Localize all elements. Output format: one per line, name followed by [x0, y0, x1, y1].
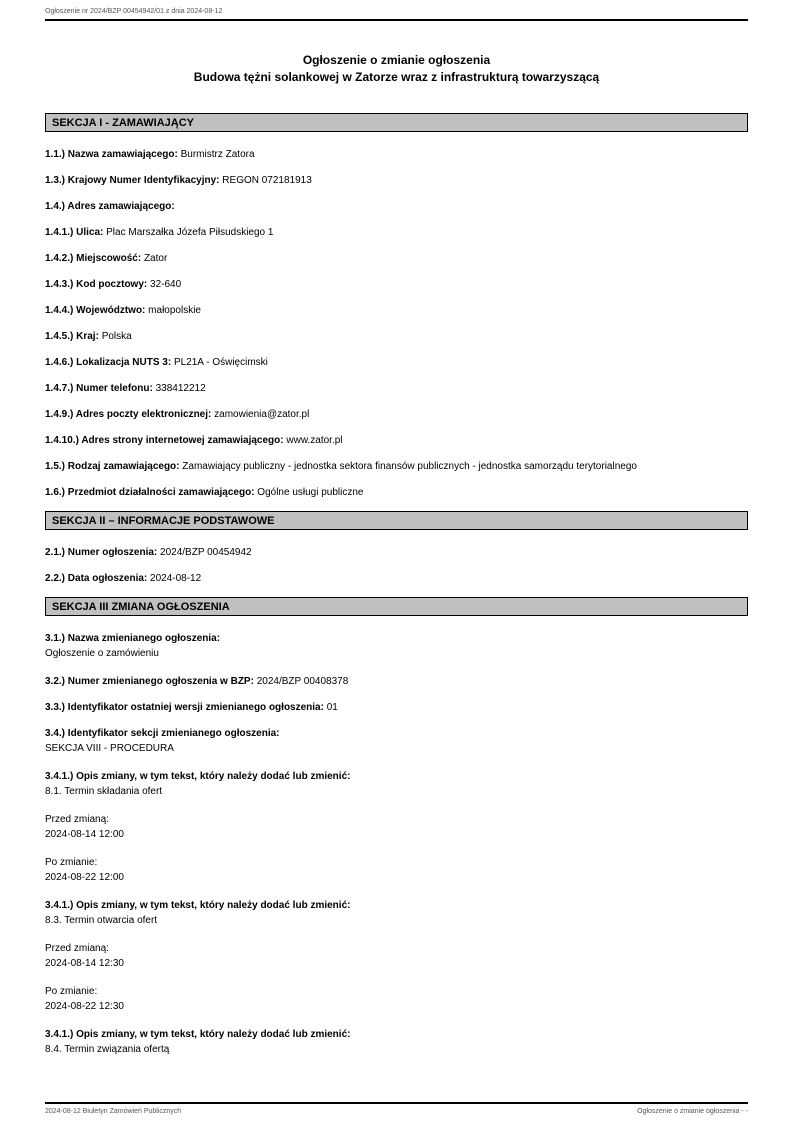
field-row — [45, 459, 710, 474]
before-change-block — [45, 812, 748, 842]
field-label: 1.1.) Nazwa zamawiającego: — [45, 149, 178, 160]
field-row — [45, 571, 748, 586]
field-value: 2024/BZP 00454942 — [160, 547, 252, 558]
change-description-block — [45, 769, 748, 799]
field-value: 8.1. Termin składania ofert — [45, 786, 163, 797]
field-value: Zamawiający publiczny - jednostka sektora finansów publicznych - jednostka samorządu terytorialnego — [182, 461, 637, 472]
field-row — [45, 147, 748, 162]
field-row — [45, 433, 748, 448]
field-label: 1.4.1.) Ulica: — [45, 227, 104, 238]
section-header-zamawiajacy: SEKCJA I - ZAMAWIAJĄCY — [45, 113, 748, 132]
field-row — [45, 726, 748, 756]
before-change-label: Przed zmianą: — [45, 814, 109, 825]
field-label: 3.1.) Nazwa zmienianego ogłoszenia: — [45, 633, 221, 644]
after-change-value: 2024-08-22 12:30 — [45, 1001, 124, 1012]
field-label: 3.4.1.) Opis zmiany, w tym tekst, który należy dodać lub zmienić: — [45, 1029, 351, 1040]
field-label: 1.4.7.) Numer telefonu: — [45, 383, 153, 394]
section-header-informacje-podstawowe: SEKCJA II – INFORMACJE PODSTAWOWE — [45, 511, 748, 530]
field-label: 1.4.9.) Adres poczty elektronicznej: — [45, 409, 212, 420]
field-value: REGON 072181913 — [222, 175, 312, 186]
before-change-value: 2024-08-14 12:30 — [45, 958, 124, 969]
field-row — [45, 251, 748, 266]
announcement-number: Ogłoszenie nr 2024/BZP 00454942/01 z dnia 2024-08-12 — [45, 8, 223, 15]
field-label: 1.4.10.) Adres strony internetowej zamawiającego: — [45, 435, 284, 446]
field-value: 2024/BZP 00408378 — [256, 676, 349, 687]
field-row — [45, 225, 748, 240]
after-change-label: Po zmianie: — [45, 857, 98, 868]
field-label: 1.4.2.) Miejscowość: — [45, 253, 142, 264]
field-label: 1.4.4.) Województwo: — [45, 305, 146, 316]
field-label: 2.2.) Data ogłoszenia: — [45, 573, 148, 584]
field-value: Ogólne usługi publiczne — [257, 487, 364, 498]
document-content — [45, 52, 748, 1070]
field-row — [45, 407, 748, 422]
field-label: 1.4.5.) Kraj: — [45, 331, 99, 342]
field-row — [45, 545, 748, 560]
field-label: 3.2.) Numer zmienianego ogłoszenia w BZP: — [45, 676, 254, 687]
field-label: 2.1.) Numer ogłoszenia: — [45, 547, 158, 558]
field-row — [45, 173, 748, 188]
field-row — [45, 355, 748, 370]
page-header-meta — [45, 8, 748, 21]
field-row — [45, 303, 748, 318]
field-row — [45, 631, 748, 661]
field-value: 01 — [326, 702, 338, 713]
field-label: 1.4.) Adres zamawiającego: — [45, 201, 175, 212]
field-value: Polska — [101, 331, 132, 342]
field-label: 3.4.) Identyfikator sekcji zmienianego ogłoszenia: — [45, 728, 280, 739]
doc-title: Ogłoszenie o zmianie ogłoszenia — [302, 53, 491, 67]
field-value: 2024-08-12 — [150, 573, 202, 584]
field-row — [45, 277, 748, 292]
field-row — [45, 700, 748, 715]
before-change-value: 2024-08-14 12:00 — [45, 829, 124, 840]
field-row — [45, 674, 748, 689]
doc-subtitle: Budowa tężni solankowej w Zatorze wraz z infrastrukturą towarzyszącą — [193, 70, 600, 84]
page-footer — [45, 1102, 748, 1115]
section-header-zmiana-ogloszenia: SEKCJA III ZMIANA OGŁOSZENIA — [45, 597, 748, 616]
field-row — [45, 329, 748, 344]
field-label: 3.3.) Identyfikator ostatniej wersji zmienianego ogłoszenia: — [45, 702, 324, 713]
field-label: 1.3.) Krajowy Numer Identyfikacyjny: — [45, 175, 220, 186]
field-label: 1.4.3.) Kod pocztowy: — [45, 279, 148, 290]
after-change-block — [45, 984, 748, 1014]
field-value: www.zator.pl — [286, 435, 343, 446]
field-row — [45, 381, 748, 396]
field-label: 1.6.) Przedmiot działalności zamawiającego: — [45, 487, 255, 498]
field-row — [45, 199, 748, 214]
change-description-block — [45, 898, 748, 928]
field-value: zamowienia@zator.pl — [214, 409, 310, 420]
after-change-block — [45, 855, 748, 885]
field-value: 8.3. Termin otwarcia ofert — [45, 915, 158, 926]
field-value: Zator — [143, 253, 168, 264]
footer-left: 2024-08-12 Biuletyn Zamówień Publicznych — [45, 1108, 182, 1115]
footer-right: Ogłoszenie o zmianie ogłoszenia - - — [637, 1108, 748, 1115]
field-label: 1.4.6.) Lokalizacja NUTS 3: — [45, 357, 172, 368]
field-label: 3.4.1.) Opis zmiany, w tym tekst, który należy dodać lub zmienić: — [45, 900, 351, 911]
field-row — [45, 485, 748, 500]
field-value: Ogłoszenie o zamówieniu — [45, 648, 159, 659]
field-value: 338412212 — [155, 383, 206, 394]
change-description-block — [45, 1027, 748, 1057]
after-change-label: Po zmianie: — [45, 986, 98, 997]
field-value: Burmistrz Zatora — [180, 149, 255, 160]
field-value: 8.4. Termin związania ofertą — [45, 1044, 170, 1055]
before-change-label: Przed zmianą: — [45, 943, 109, 954]
doc-title-block — [45, 52, 748, 86]
after-change-value: 2024-08-22 12:00 — [45, 872, 124, 883]
field-value: PL21A - Oświęcimski — [173, 357, 268, 368]
field-value: SEKCJA VIII - PROCEDURA — [45, 743, 174, 754]
field-value: małopolskie — [148, 305, 201, 316]
field-value: 32-640 — [150, 279, 182, 290]
before-change-block — [45, 941, 748, 971]
field-value: Plac Marszałka Józefa Piłsudskiego 1 — [106, 227, 274, 238]
field-label: 1.5.) Rodzaj zamawiającego: — [45, 461, 180, 472]
field-label: 3.4.1.) Opis zmiany, w tym tekst, który należy dodać lub zmienić: — [45, 771, 351, 782]
